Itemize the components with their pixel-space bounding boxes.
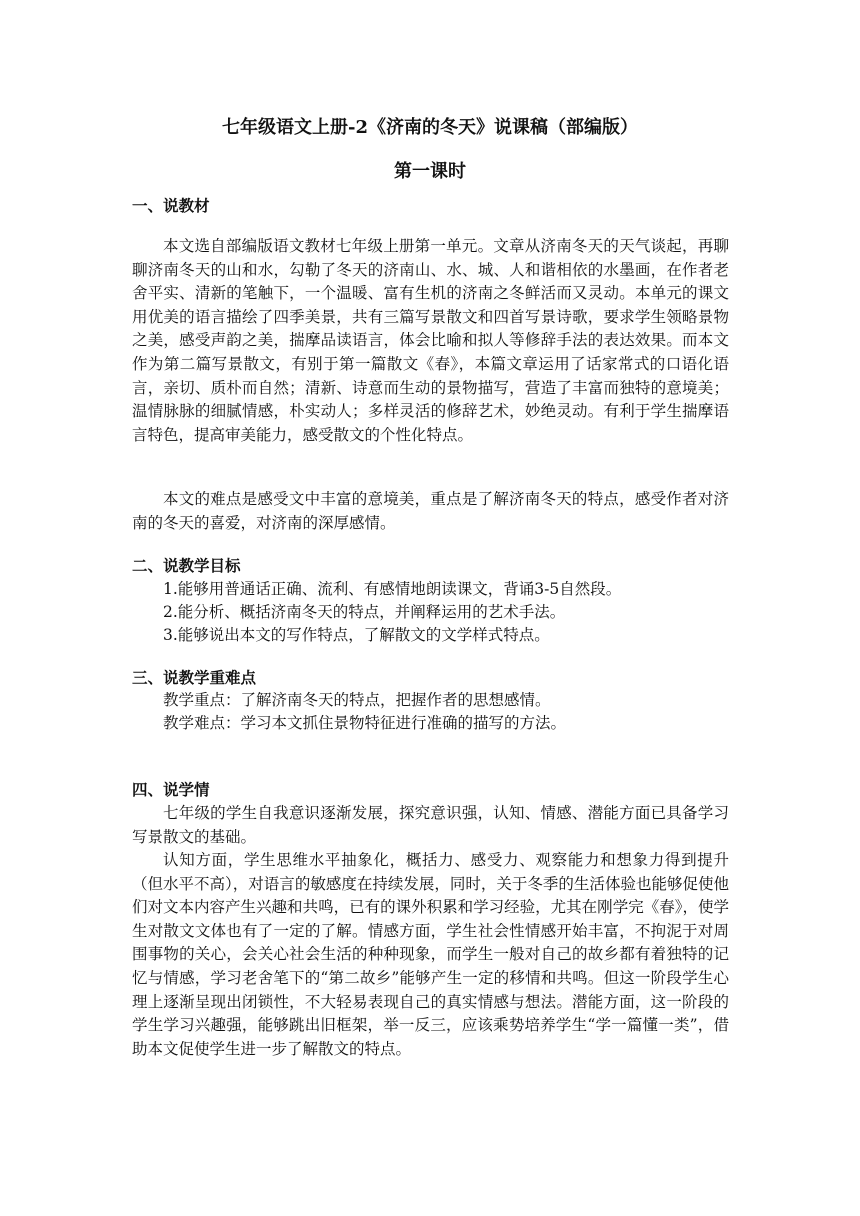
section-heading-textbook: 一、说教材: [132, 196, 210, 215]
key-point-difficulty: 教学难点：学习本文抓住景物特征进行准确的描写的方法。: [163, 714, 567, 732]
goal-item-3: 3.能够说出本文的写作特点，了解散文的文学样式特点。: [163, 626, 550, 644]
paragraph-textbook-intro: 本文选自部编版语文教材七年级上册第一单元。文章从济南冬天的天气谈起，再聊聊济南冬天的山和水，勾勒了冬天的济南山、水、城、人和谐相依的水墨画，在作者老舍平实、清新的笔触下，一个温暖、富有生机的济南之冬鲜活而又灵动。本单元的课文用优美的语言描绘了四季美景，共有三篇写景散文和四首写景诗歌，要求学生领略景物之美，感受声韵之美，揣摩品读语言，体会比喻和拟人等修辞手法的表达效果。而本文作为第二篇写景散文，有别于第一篇散文《春》，本篇文章运用了话家常式的口语化语言，亲切、质朴而自然；清新、诗意而生动的景物描写，营造了丰富而独特的意境美；温情脉脉的细腻情感，朴实动人；多样灵活的修辞艺术，妙绝灵动。有利于学生揣摩语言特色，提高审美能力，感受散文的个性化特点。: [132, 237, 729, 444]
paragraph-students-detail: 认知方面，学生思维水平抽象化，概括力、感受力、观察能力和想象力得到提升（但水平不高），对语言的敏感度在持续发展，同时，关于冬季的生活体验也能够促使他们对文本内容产生兴趣和共鸣，已有的课外积累和学习经验，尤其在刚学完《春》，使学生对散文文体也有了一定的了解。情感方面，学生社会性情感开始丰富，不拘泥于对周围事物的关心，会关心社会生活的种种现象，而学生一般对自己的故乡都有着独特的记忆与情感，学习老舍笔下的“第二故乡”能够产生一定的移情和共鸣。但这一阶段学生心理上逐渐呈现出闭锁性，不大轻易表现自己的真实情感与想法。潜能方面，这一阶段的学生学习兴趣强，能够跳出旧框架，举一反三，应该乘势培养学生“学一篇懂一类”，借助本文促使学生进一步了解散文的特点。: [132, 851, 729, 1058]
section-heading-goals: 二、说教学目标: [132, 556, 241, 575]
goal-item-2: 2.能分析、概括济南冬天的特点，并阐释运用的艺术手法。: [163, 603, 566, 621]
document-subtitle: 第一课时: [394, 161, 466, 182]
goal-item-1: 1.能够用普通话正确、流利、有感情地朗读课文，背诵3-5自然段。: [163, 580, 622, 598]
section-heading-students: 四、说学情: [132, 780, 210, 799]
key-point-focus: 教学重点：了解济南冬天的特点，把握作者的思想感情。: [163, 691, 551, 709]
document-title: 七年级语文上册-2《济南的冬天》说课稿（部编版）: [222, 117, 638, 138]
section-heading-key-points: 三、说教学重难点: [132, 668, 257, 687]
paragraph-textbook-difficulty: 本文的难点是感受文中丰富的意境美，重点是了解济南冬天的特点，感受作者对济南的冬天的喜爱，对济南的深厚感情。: [132, 490, 729, 532]
paragraph-students-overview: 七年级的学生自我意识逐渐发展，探究意识强，认知、情感、潜能方面已具备学习写景散文的基础。: [132, 804, 729, 846]
